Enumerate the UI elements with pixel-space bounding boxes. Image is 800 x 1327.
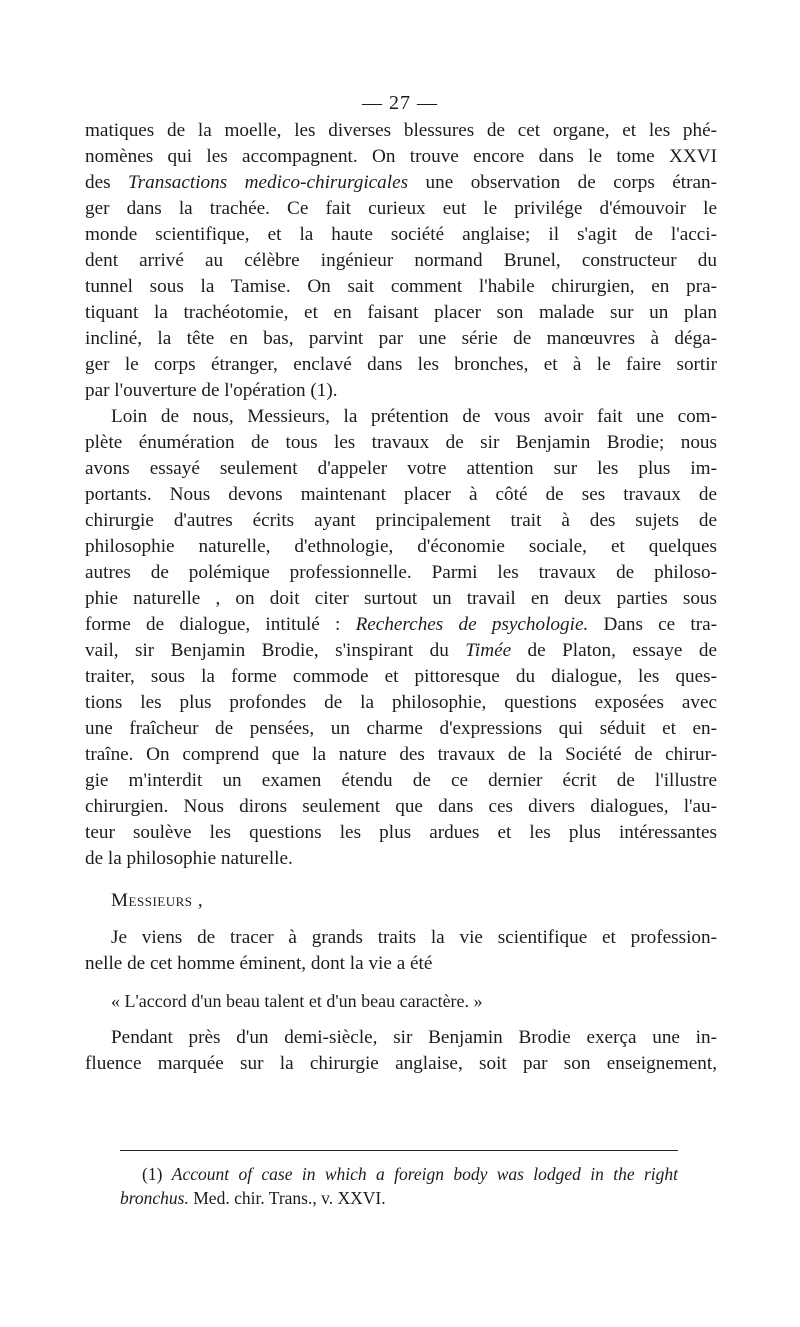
text-line: Loin de nous, Messieurs, la prétention de vous avoir fait une com- [111,406,717,427]
text-line: par l'ouverture de l'opération (1). [85,380,338,401]
italic-title: Recherches de psychologie. [355,614,589,635]
footnote-title-end: bronchus. [120,1188,189,1208]
text-line: tiquant la trachéotomie, et en faisant placer son malade sur un plan [85,302,717,323]
paragraph-group-1 [85,118,717,872]
main-text [85,118,717,1077]
quotation: « L'accord d'un beau talent et d'un beau caractère. » [111,991,483,1011]
text-line: gie m'interdit un examen étendu de ce dernier écrit de l'illustre [85,770,717,791]
text-line: teur soulève les questions les plus ardues et les plus intéressantes [85,822,717,843]
text-line: nelle de cet homme éminent, dont la vie a été [85,953,433,974]
footnote-line-2 [120,1186,678,1210]
text-line: autres de polémique professionnelle. Parmi les travaux de philoso- [85,562,717,583]
text-line: Je viens de tracer à grands traits la vie scientifique et profession- [111,927,717,948]
text-segment: de Platon, essaye de [511,640,717,661]
text-line: chirurgien. Nous dirons seulement que dans ces divers dialogues, l'au- [85,796,717,817]
text-line: traiter, sous la forme commode et pittoresque du dialogue, les ques- [85,666,717,687]
text-segment: une observation de corps étran- [408,172,718,193]
italic-title: Transactions medico-chirurgicales [128,172,409,193]
text-line [85,612,717,638]
text-line: phie naturelle , on doit citer surtout un travail en deux parties sous [85,588,717,609]
text-line: une fraîcheur de pensées, un charme d'expressions qui séduit et en- [85,718,717,739]
text-line: avons essayé seulement d'appeler votre attention sur les plus im- [85,458,717,479]
footnote [120,1162,678,1210]
paragraph-group-2 [85,925,717,977]
paragraph-group-3 [85,1025,717,1077]
text-line: plète énumération de tous les travaux de sir Benjamin Brodie; nous [85,432,717,453]
footnote-title: Account of case in which a foreign body was lodged in the right [171,1164,679,1184]
text-segment: des [85,172,129,193]
text-line: traîne. On comprend que la nature des travaux de la Société de chirur- [85,744,717,765]
text-line: philosophie naturelle, d'ethnologie, d'économie sociale, et quelques [85,536,717,557]
text-line: chirurgie d'autres écrits ayant principalement trait à des sujets de [85,510,717,531]
text-line [85,638,717,664]
text-line: ger dans la trachée. Ce fait curieux eut le privilége d'émouvoir le [85,198,717,219]
text-line: incliné, la tête en bas, parvint par une série de manœuvres à déga- [85,328,717,349]
text-line: nomènes qui les accompagnent. On trouve encore dans le tome XXVI [85,146,717,167]
text-line: portants. Nous devons maintenant placer à côté de ses travaux de [85,484,717,505]
footnote-number: (1) [142,1164,163,1184]
footnote-rule [120,1150,678,1151]
text-line: Pendant près d'un demi-siècle, sir Benjamin Brodie exerça une in- [111,1027,717,1048]
footnote-line-1 [120,1162,678,1186]
text-line: matiques de la moelle, les diverses blessures de cet organe, et les phé- [85,120,717,141]
text-segment: Dans ce tra- [588,614,718,635]
page-number: — 27 — [362,92,438,114]
italic-title: Timée [465,640,512,661]
text-line: tunnel sous la Tamise. On sait comment l'habile chirurgien, en pra- [85,276,717,297]
text-line [85,170,717,196]
text-line: de la philosophie naturelle. [85,848,293,869]
text-line: fluence marquée sur la chirurgie anglaise, soit par son enseignement, [85,1053,717,1074]
text-line: ger le corps étranger, enclavé dans les bronches, et à le faire sortir [85,354,717,375]
text-line: monde scientifique, et la haute société anglaise; il s'agit de l'acci- [85,224,717,245]
footnote-citation: Med. chir. Trans., v. XXVI. [188,1188,386,1208]
text-segment: forme de dialogue, intitulé : [85,614,356,635]
text-line: dent arrivé au célèbre ingénieur normand Brunel, constructeur du [85,250,717,271]
text-line: tions les plus profondes de la philosophie, questions exposées avec [85,692,717,713]
salutation: Messieurs , [111,890,204,911]
text-segment: vail, sir Benjamin Brodie, s'inspirant du [85,640,466,661]
